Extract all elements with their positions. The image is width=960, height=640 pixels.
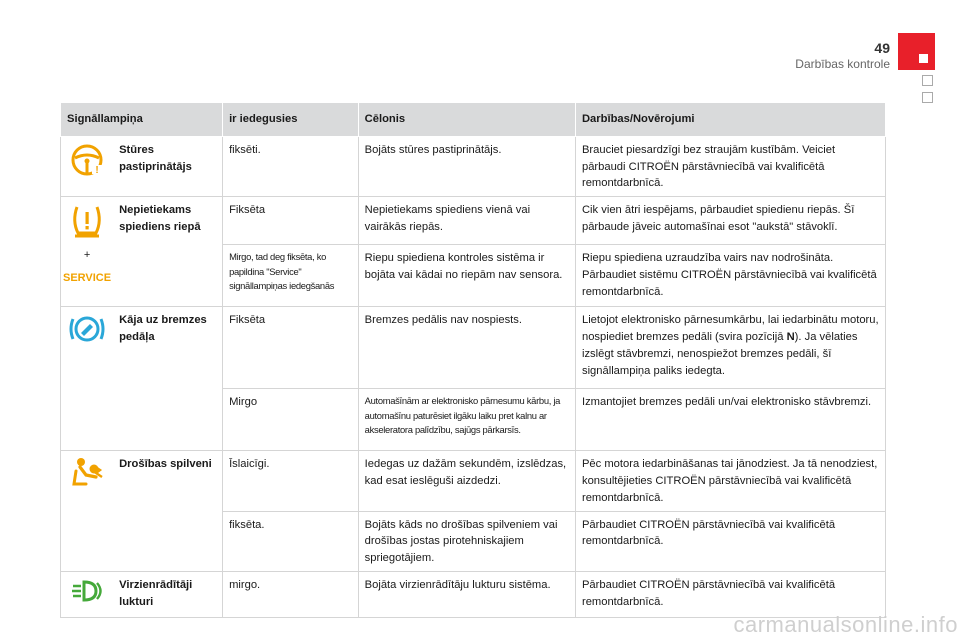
directional-headlamp-icon — [63, 578, 111, 604]
lamp-name: Drošības spilveni — [113, 451, 222, 572]
lamp-action: Cik vien ātri iespējams, pārbaudiet spiedienu riepās. Šī pārbaude jāveic automašīnai esot "aukstā" stāvoklī. — [575, 197, 885, 245]
lamp-state: fiksēti. — [223, 136, 359, 196]
lamp-action: Pārbaudiet CITROËN pārstāvniecībā vai kvalificētā remontdarbnīcā. — [575, 571, 885, 617]
lamp-state: Mirgo, tad deg fiksēta, ko papildina "Service" signāllampiņas iedegšanās — [223, 245, 359, 307]
lamp-action: Pārbaudiet CITROËN pārstāvniecībā vai kvalificētā remontdarbnīcā. — [575, 511, 885, 571]
lamp-cause: Riepu spiediena kontroles sistēma ir bojāta vai kādai no riepām nav sensora. — [358, 245, 575, 307]
lamp-cause: Automašīnām ar elektronisko pārnesumu kārbu, ja automašīnu paturēsiet ilgāku laiku pret kalnu ar akseleratora palīdzību, sajūgs pārkarsīs. — [358, 389, 575, 451]
lamp-state: Mirgo — [223, 389, 359, 451]
lamp-icon-cell — [61, 136, 114, 196]
svg-text:!: ! — [95, 164, 99, 176]
table-row — [61, 197, 886, 245]
page-number: 49 — [874, 40, 890, 56]
lamp-state: fiksēta. — [223, 511, 359, 571]
header-lamp: Signāllampiņa — [61, 103, 223, 137]
lamp-state: Fiksēta — [223, 197, 359, 245]
airbag-icon — [63, 457, 111, 487]
warning-lamps-table — [60, 102, 886, 618]
lamp-action: Pēc motora iedarbināšanas tai jānodziest. Ja tā nenodziest, konsultējieties CITROËN pārstāvniecībā vai kvalificētā remontdarbnīcā. — [575, 451, 885, 511]
lamp-icon-cell — [61, 197, 114, 307]
lamp-icon-cell — [61, 571, 114, 617]
tyre-pressure-icon — [63, 203, 111, 239]
header-cause: Cēlonis — [358, 103, 575, 137]
header-action: Darbības/Novērojumi — [575, 103, 885, 137]
watermark: carmanualsonline.info — [733, 612, 958, 637]
chapter-tab — [898, 33, 935, 70]
lamp-state: Fiksēta — [223, 307, 359, 389]
table-row — [61, 307, 886, 389]
lamp-cause: Bojāts kāds no drošības spilveniem vai drošības jostas pirotehniskajiem spriegotājiem. — [358, 511, 575, 571]
lamp-cause: Bojāts stūres pastiprinātājs. — [358, 136, 575, 196]
lamp-action: Izmantojiet bremzes pedāli un/vai elektronisko stāvbremzi. — [575, 389, 885, 451]
action-text: Lietojot elektronisko pārnesumkārbu, lai iedarbinātu motoru, nospiediet bremzes pedāli (svira pozīcijā — [581, 314, 879, 343]
service-badge: SERVICE — [63, 271, 112, 284]
lamp-action — [575, 307, 885, 389]
lamp-cause: Bojāta virzienrādītāju lukturu sistēma. — [358, 571, 575, 617]
lamp-cause: Bremzes pedālis nav nospiests. — [358, 307, 575, 389]
plus-sign: + — [83, 249, 91, 262]
power-steering-icon — [63, 143, 111, 177]
lamp-state: Īslaicīgi. — [223, 451, 359, 511]
lamp-action: Riepu spiediena uzraudzība vairs nav nodrošināta. Pārbaudiet sistēmu CITROËN pārstāvniecībā vai kvalificētā remontdarbnīcā. — [575, 245, 885, 307]
header-state: ir iedegusies — [223, 103, 359, 137]
table-row — [61, 451, 886, 511]
action-text: ). Ja vēlaties izslēgt stāvbremzi, nenospiežot bremzes pedāli, šī signāllampiņa paliks iedegta. — [581, 330, 858, 377]
lamp-name: Kāja uz bremzes pedāļa — [113, 307, 222, 451]
lamp-icon-cell — [61, 451, 114, 572]
lamp-cause: Iedegas uz dažām sekundēm, izslēdzas, kad esat ieslēguši aizdedzi. — [358, 451, 575, 511]
gear-position: N — [786, 330, 795, 343]
chapter-box-2 — [922, 92, 933, 103]
chapter-box-1 — [922, 75, 933, 86]
section-title: Darbības kontrole — [795, 57, 890, 71]
lamp-name: Nepietiekams spiediens riepā — [113, 197, 222, 307]
foot-on-brake-icon — [63, 313, 111, 345]
lamp-state: mirgo. — [223, 571, 359, 617]
lamp-action: Brauciet piesardzīgi bez straujām kustībām. Veiciet pārbaudi CITROËN pārstāvniecībā vai kvalificētā remontdarbnīcā. — [575, 136, 885, 196]
lamp-name: Stūres pastiprinātājs — [113, 136, 222, 196]
lamp-cause: Nepietiekams spiediens vienā vai vairākās riepās. — [358, 197, 575, 245]
table-header-row — [61, 103, 886, 137]
lamp-name: Virzienrādītāji lukturi — [113, 571, 222, 617]
table-row — [61, 136, 886, 196]
table-row — [61, 571, 886, 617]
lamp-icon-cell — [61, 307, 114, 451]
chapter-tab-square — [919, 54, 928, 63]
